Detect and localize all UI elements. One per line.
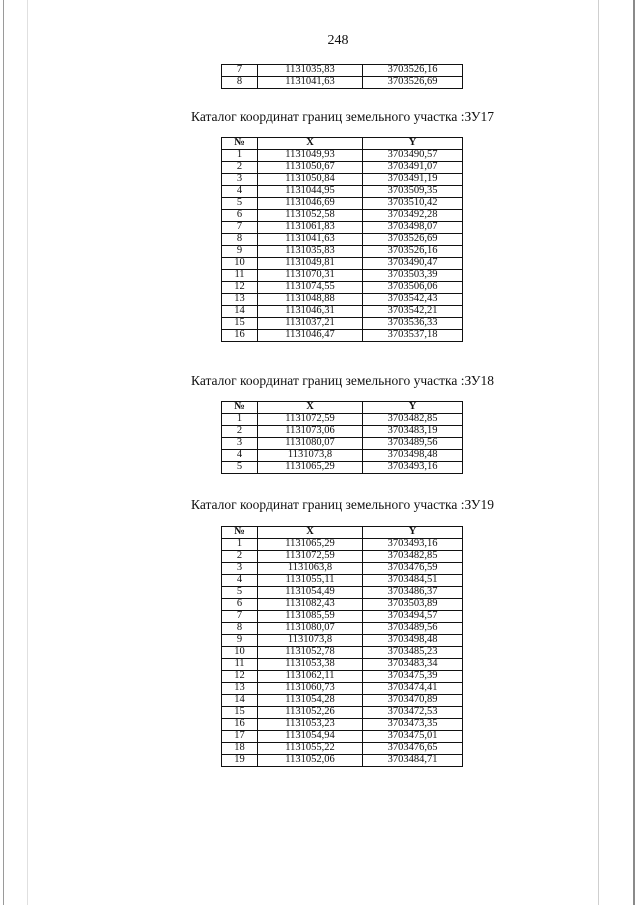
cell-y: 3703494,57: [363, 611, 463, 623]
cell-num: 18: [222, 743, 258, 755]
cell-x: 1131052,78: [258, 647, 363, 659]
cell-x: 1131049,81: [258, 258, 363, 270]
cell-num: 4: [222, 575, 258, 587]
cell-x: 1131048,88: [258, 294, 363, 306]
cell-num: 3: [222, 438, 258, 450]
cell-x: 1131082,43: [258, 599, 363, 611]
cell-y: 3703475,01: [363, 731, 463, 743]
cell-num: 3: [222, 563, 258, 575]
cell-num: 19: [222, 755, 258, 767]
cell-x: 1131046,47: [258, 330, 363, 342]
table-row: [222, 539, 463, 551]
cell-x: 1131049,93: [258, 150, 363, 162]
cell-y: 3703526,69: [363, 234, 463, 246]
cell-num: 16: [222, 719, 258, 731]
cell-num: 17: [222, 731, 258, 743]
cell-x: 1131073,06: [258, 426, 363, 438]
continuation-table: [221, 64, 463, 89]
cell-y: 3703484,51: [363, 575, 463, 587]
cell-num: 1: [222, 414, 258, 426]
cell-num: 2: [222, 551, 258, 563]
cell-y: 3703506,06: [363, 282, 463, 294]
column-header-x: X: [258, 527, 363, 539]
cell-y: 3703537,18: [363, 330, 463, 342]
column-header-y: Y: [363, 402, 463, 414]
cell-y: 3703490,47: [363, 258, 463, 270]
cell-y: 3703536,33: [363, 318, 463, 330]
cell-y: 3703526,16: [363, 65, 463, 77]
cell-y: 3703485,23: [363, 647, 463, 659]
table-row: [222, 438, 463, 450]
cell-num: 15: [222, 707, 258, 719]
cell-y: 3703490,57: [363, 150, 463, 162]
cell-x: 1131055,22: [258, 743, 363, 755]
cell-num: 7: [222, 611, 258, 623]
column-header-num: №: [222, 138, 258, 150]
cell-num: 11: [222, 659, 258, 671]
page-number: 248: [327, 33, 349, 48]
table-row: [222, 683, 463, 695]
cell-x: 1131063,8: [258, 563, 363, 575]
cell-x: 1131046,31: [258, 306, 363, 318]
cell-y: 3703482,85: [363, 414, 463, 426]
table-row: [222, 222, 463, 234]
cell-y: 3703542,43: [363, 294, 463, 306]
cell-num: 1: [222, 539, 258, 551]
zu17-title: Каталог координат границ земельного участка :ЗУ17: [191, 109, 494, 124]
zu19-table-body: [222, 527, 463, 767]
table-row: [222, 462, 463, 474]
scan-edge-left-faint: [27, 0, 28, 905]
zu18-title: Каталог координат границ земельного участка :ЗУ18: [191, 373, 494, 388]
table-row: [222, 246, 463, 258]
cell-num: 13: [222, 683, 258, 695]
table-row: [222, 65, 463, 77]
table-row: [222, 450, 463, 462]
cell-y: 3703526,69: [363, 77, 463, 89]
table-row: [222, 719, 463, 731]
cell-num: 9: [222, 246, 258, 258]
table-row: [222, 234, 463, 246]
cell-y: 3703489,56: [363, 438, 463, 450]
table-row: [222, 282, 463, 294]
cell-y: 3703542,21: [363, 306, 463, 318]
zu18-table-body: [222, 402, 463, 474]
cell-x: 1131065,29: [258, 539, 363, 551]
zu19-table: [221, 526, 463, 767]
cell-x: 1131072,59: [258, 551, 363, 563]
table-row: [222, 647, 463, 659]
column-header-x: X: [258, 138, 363, 150]
cell-x: 1131052,06: [258, 755, 363, 767]
cell-x: 1131046,69: [258, 198, 363, 210]
cell-y: 3703491,19: [363, 174, 463, 186]
table-header-row: [222, 138, 463, 150]
table-row: [222, 695, 463, 707]
scan-edge-right-faint: [598, 0, 599, 905]
cell-num: 10: [222, 258, 258, 270]
cell-y: 3703476,59: [363, 563, 463, 575]
cell-y: 3703482,85: [363, 551, 463, 563]
table-row: [222, 258, 463, 270]
cell-x: 1131073,8: [258, 450, 363, 462]
cell-y: 3703510,42: [363, 198, 463, 210]
cell-x: 1131041,63: [258, 234, 363, 246]
cell-x: 1131054,28: [258, 695, 363, 707]
cell-num: 13: [222, 294, 258, 306]
cell-x: 1131055,11: [258, 575, 363, 587]
table-row: [222, 162, 463, 174]
cell-num: 12: [222, 282, 258, 294]
cell-x: 1131080,07: [258, 623, 363, 635]
cell-x: 1131050,67: [258, 162, 363, 174]
table-row: [222, 635, 463, 647]
cell-num: 6: [222, 210, 258, 222]
table-row: [222, 198, 463, 210]
cell-y: 3703491,07: [363, 162, 463, 174]
table-row: [222, 563, 463, 575]
continuation-table-body: [222, 65, 463, 89]
cell-x: 1131065,29: [258, 462, 363, 474]
cell-y: 3703484,71: [363, 755, 463, 767]
cell-num: 8: [222, 623, 258, 635]
cell-y: 3703483,34: [363, 659, 463, 671]
scan-edge-left: [3, 0, 4, 905]
cell-y: 3703475,39: [363, 671, 463, 683]
cell-y: 3703498,07: [363, 222, 463, 234]
cell-x: 1131074,55: [258, 282, 363, 294]
cell-num: 10: [222, 647, 258, 659]
cell-num: 14: [222, 306, 258, 318]
zu17-table: [221, 137, 463, 342]
cell-x: 1131044,95: [258, 186, 363, 198]
table-row: [222, 174, 463, 186]
cell-y: 3703476,65: [363, 743, 463, 755]
cell-num: 7: [222, 222, 258, 234]
scan-edge-right: [633, 0, 635, 905]
table-row: [222, 575, 463, 587]
cell-num: 6: [222, 599, 258, 611]
column-header-x: X: [258, 402, 363, 414]
cell-y: 3703493,16: [363, 462, 463, 474]
cell-x: 1131073,8: [258, 635, 363, 647]
cell-num: 5: [222, 198, 258, 210]
cell-x: 1131054,94: [258, 731, 363, 743]
cell-num: 15: [222, 318, 258, 330]
column-header-y: Y: [363, 527, 463, 539]
cell-x: 1131080,07: [258, 438, 363, 450]
cell-x: 1131037,21: [258, 318, 363, 330]
cell-x: 1131072,59: [258, 414, 363, 426]
table-row: [222, 707, 463, 719]
cell-y: 3703489,56: [363, 623, 463, 635]
cell-y: 3703470,89: [363, 695, 463, 707]
cell-x: 1131054,49: [258, 587, 363, 599]
cell-num: 7: [222, 65, 258, 77]
column-header-num: №: [222, 527, 258, 539]
cell-y: 3703486,37: [363, 587, 463, 599]
cell-y: 3703492,28: [363, 210, 463, 222]
table-row: [222, 414, 463, 426]
table-row: [222, 77, 463, 89]
table-row: [222, 330, 463, 342]
cell-x: 1131062,11: [258, 671, 363, 683]
cell-y: 3703498,48: [363, 450, 463, 462]
table-row: [222, 551, 463, 563]
table-row: [222, 743, 463, 755]
cell-x: 1131053,23: [258, 719, 363, 731]
cell-num: 5: [222, 587, 258, 599]
cell-y: 3703473,35: [363, 719, 463, 731]
cell-num: 2: [222, 426, 258, 438]
table-row: [222, 186, 463, 198]
cell-y: 3703474,41: [363, 683, 463, 695]
cell-num: 14: [222, 695, 258, 707]
cell-x: 1131052,58: [258, 210, 363, 222]
table-row: [222, 599, 463, 611]
cell-num: 16: [222, 330, 258, 342]
table-row: [222, 426, 463, 438]
cell-num: 12: [222, 671, 258, 683]
cell-y: 3703503,39: [363, 270, 463, 282]
cell-x: 1131050,84: [258, 174, 363, 186]
table-header-row: [222, 402, 463, 414]
table-row: [222, 270, 463, 282]
cell-num: 4: [222, 186, 258, 198]
table-header-row: [222, 527, 463, 539]
cell-num: 4: [222, 450, 258, 462]
cell-x: 1131041,63: [258, 77, 363, 89]
table-row: [222, 611, 463, 623]
cell-num: 8: [222, 234, 258, 246]
zu17-table-body: [222, 138, 463, 342]
cell-num: 2: [222, 162, 258, 174]
cell-num: 1: [222, 150, 258, 162]
cell-num: 3: [222, 174, 258, 186]
table-row: [222, 623, 463, 635]
table-row: [222, 587, 463, 599]
table-row: [222, 731, 463, 743]
cell-num: 8: [222, 77, 258, 89]
cell-x: 1131053,38: [258, 659, 363, 671]
cell-x: 1131085,59: [258, 611, 363, 623]
table-row: [222, 671, 463, 683]
cell-y: 3703498,48: [363, 635, 463, 647]
column-header-y: Y: [363, 138, 463, 150]
cell-num: 11: [222, 270, 258, 282]
cell-num: 9: [222, 635, 258, 647]
table-row: [222, 210, 463, 222]
table-row: [222, 755, 463, 767]
zu18-table: [221, 401, 463, 474]
table-row: [222, 306, 463, 318]
cell-y: 3703509,35: [363, 186, 463, 198]
table-row: [222, 294, 463, 306]
zu19-title: Каталог координат границ земельного участка :ЗУ19: [191, 497, 494, 512]
cell-y: 3703526,16: [363, 246, 463, 258]
cell-x: 1131070,31: [258, 270, 363, 282]
cell-num: 5: [222, 462, 258, 474]
cell-x: 1131060,73: [258, 683, 363, 695]
cell-y: 3703503,89: [363, 599, 463, 611]
table-row: [222, 659, 463, 671]
cell-y: 3703493,16: [363, 539, 463, 551]
table-row: [222, 150, 463, 162]
cell-y: 3703472,53: [363, 707, 463, 719]
cell-y: 3703483,19: [363, 426, 463, 438]
column-header-num: №: [222, 402, 258, 414]
table-row: [222, 318, 463, 330]
cell-x: 1131061,83: [258, 222, 363, 234]
cell-x: 1131035,83: [258, 65, 363, 77]
cell-x: 1131052,26: [258, 707, 363, 719]
cell-x: 1131035,83: [258, 246, 363, 258]
